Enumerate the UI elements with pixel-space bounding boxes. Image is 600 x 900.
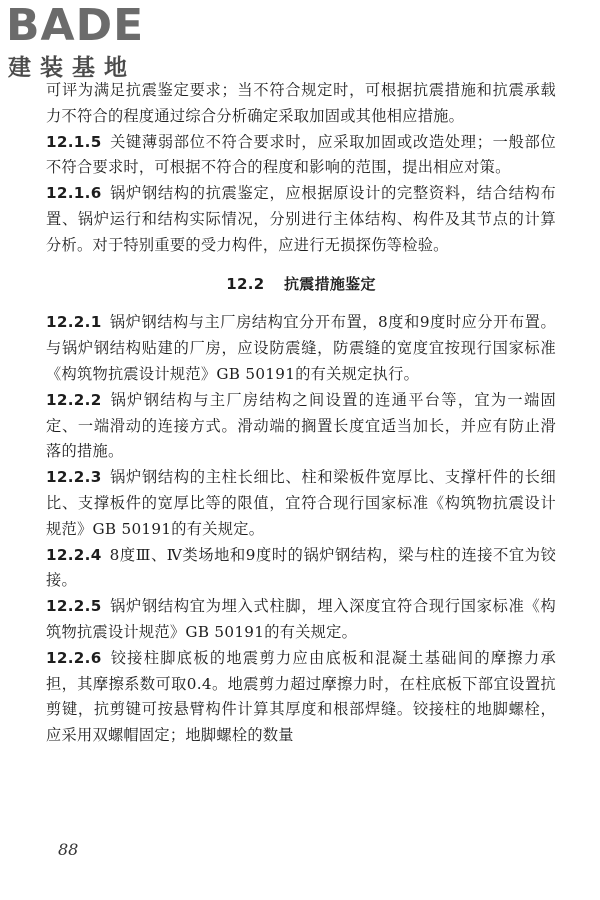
clause-text: 锅炉钢结构与主厂房结构宜分开布置，8度和9度时应分开布置。与锅炉钢结构贴建的厂房，应设防震缝，防震缝的宽度宜按现行国家标准《构筑物抗震设计规范》GB 50191的有关规定执行。 [46, 313, 556, 383]
clause-number: 12.2.5 [46, 597, 102, 616]
logo-wordmark: BADE [6, 0, 145, 51]
clause-number: 12.2.4 [46, 545, 102, 564]
paragraph-group-bottom [46, 310, 556, 749]
clause-paragraph [46, 465, 556, 542]
clause-paragraph [46, 594, 556, 646]
section-title: 抗震措施鉴定 [283, 274, 376, 293]
logo-subtitle: 建装基地 [8, 55, 136, 81]
clause-number: 12.1.5 [46, 132, 102, 151]
clause-paragraph [46, 181, 556, 258]
clause-paragraph [46, 310, 556, 387]
clause-paragraph [46, 78, 556, 130]
clause-text: 锅炉钢结构与主厂房结构之间设置的连通平台等，宜为一端固定、一端滑动的连接方式。滑动端的搁置长度宜适当加长，并应有防止滑落的措施。 [46, 390, 556, 461]
section-number: 12.2 [226, 274, 265, 293]
clause-paragraph [46, 388, 556, 465]
clause-text: 锅炉钢结构的主柱长细比、柱和梁板件宽厚比、支撑杆件的长细比、支撑板件的宽厚比等的限值，宜符合现行国家标准《构筑物抗震设计规范》GB 50191的有关规定。 [46, 468, 556, 538]
clause-text: 关键薄弱部位不符合要求时，应采取加固或改造处理；一般部位不符合要求时，可根据不符合的程度和影响的范围，提出相应对策。 [46, 132, 556, 177]
page-body [46, 78, 556, 749]
clause-text: 铰接柱脚底板的地震剪力应由底板和混凝土基础间的摩擦力承担，其摩擦系数可取0.4。地震剪力超过摩擦力时，在柱底板下部宜设置抗剪键，抗剪键可按悬臂构件计算其厚度和根部焊缝。铰接柱的地脚螺栓，应采用双螺帽固定；地脚螺栓的数量 [46, 648, 556, 745]
clause-paragraph [46, 130, 556, 182]
clause-text: 可评为满足抗震鉴定要求；当不符合规定时，可根据抗震措施和抗震承载力不符合的程度通过综合分析确定采取加固或其他相应措施。 [46, 81, 556, 125]
clause-number: 12.2.1 [46, 313, 102, 332]
paragraph-group-top [46, 78, 556, 259]
clause-text: 8度Ⅲ、Ⅳ类场地和9度时的锅炉钢结构，梁与柱的连接不宜为铰接。 [46, 545, 556, 590]
clause-paragraph [46, 543, 556, 595]
clause-text: 锅炉钢结构宜为埋入式柱脚，埋入深度宜符合现行国家标准《构筑物抗震设计规范》GB 50191的有关规定。 [46, 597, 556, 641]
clause-number: 12.2.6 [46, 648, 102, 667]
section-heading [46, 272, 556, 298]
brand-logo [6, 0, 176, 84]
clause-number: 12.2.3 [46, 468, 102, 487]
clause-text: 锅炉钢结构的抗震鉴定，应根据原设计的完整资料，结合结构布置、锅炉运行和结构实际情况，分别进行主体结构、构件及其节点的计算分析。对于特别重要的受力构件，应进行无损探伤等检验。 [46, 184, 556, 254]
clause-number: 12.1.6 [46, 184, 102, 203]
clause-paragraph [46, 646, 556, 749]
page-number: 88 [58, 840, 79, 859]
clause-number: 12.2.2 [46, 390, 102, 409]
